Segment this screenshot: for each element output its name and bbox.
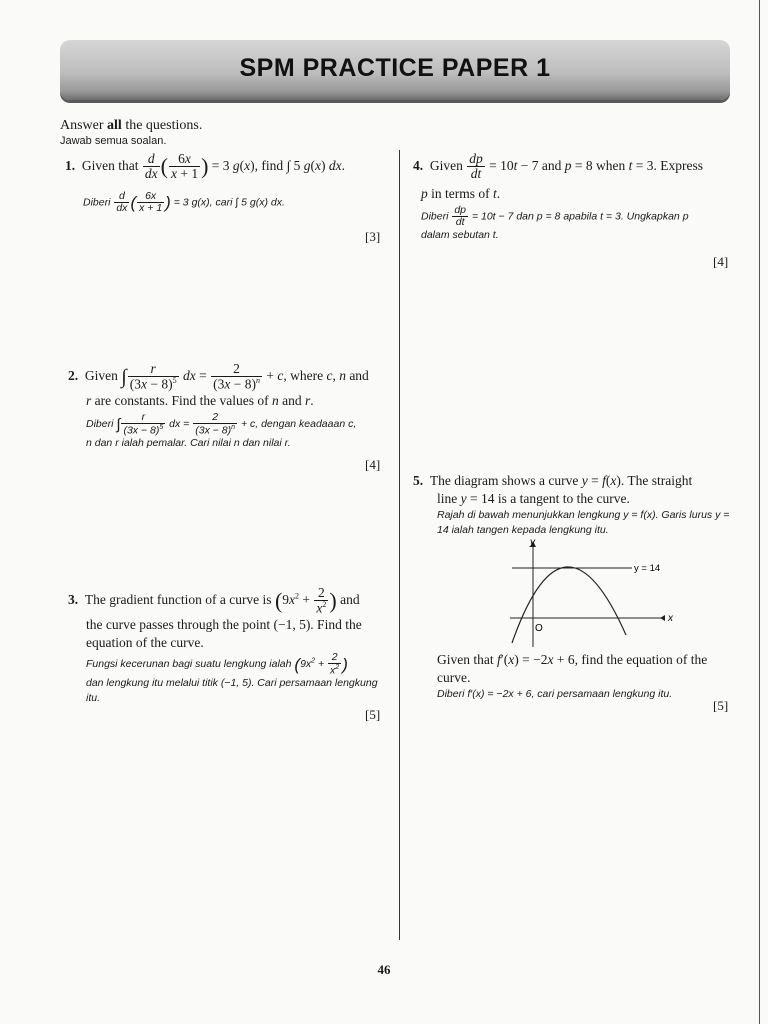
column-divider — [399, 150, 400, 940]
instructions — [60, 118, 202, 147]
question-1-en: 1. Given that $\frac{d}{dx}$ ( $\frac{6x}{x + 1}$ ) = 3 g(x), find ∫ 5 g(x) dx. — [65, 151, 345, 182]
x-axis-label: x — [668, 613, 673, 624]
curve-path — [512, 567, 626, 643]
page-title: SPM PRACTICE PAPER 1 — [239, 54, 551, 82]
page-edge — [759, 0, 760, 1024]
question-5-marks: [5] — [713, 698, 729, 713]
question-3-marks: [5] — [365, 707, 381, 722]
question-2-my: Diberi ∫ $\frac{r}{(3x - 8)^5}$ dx = $\frac{2}{(3x - 8)^n}$ + c, dengan keadaaan c, n dan r ialah pemalar. Cari nilai n dan nilai r. — [86, 410, 357, 450]
question-2-en: 2. Given ∫ $\frac{r}{(3x - 8)^5}$ dx = $\frac{2}{(3x - 8)^n}$ + c, where c, n and r are constants. Find the values of n and r. — [68, 361, 369, 408]
question-1-marks: [3] — [365, 229, 381, 244]
curve-diagram — [500, 535, 680, 650]
question-5-part-2 — [437, 651, 742, 702]
question-1-number: 1. — [65, 157, 76, 173]
question-2 — [68, 362, 388, 451]
question-4 — [413, 152, 733, 243]
question-2-marks: [4] — [365, 457, 381, 472]
tangent-label: y = 14 — [634, 563, 661, 574]
instructions-en: Answer all the questions. — [60, 118, 203, 133]
question-1 — [65, 152, 385, 214]
question-5 — [413, 472, 738, 538]
question-4-en: 4. Given $\frac{dp}{dt}$ = 10t − 7 and p = 8 when t = 3. Express p in terms of t. — [413, 151, 703, 202]
question-5-my-2: Diberi f′(x) = −2x + 6, cari persamaan lengkung itu. — [437, 688, 673, 700]
question-4-number: 4. — [413, 157, 424, 173]
question-3-number: 3. — [68, 592, 79, 608]
question-5-en: 5. The diagram shows a curve y = f(x). The straight line y = 14 is a tangent to the curve. — [413, 473, 693, 506]
question-3 — [68, 586, 388, 706]
question-5-number: 5. — [413, 473, 424, 488]
instructions-my: Jawab semua soalan. — [60, 135, 167, 147]
question-1-my: Diberi $\frac{d}{dx}$ ( $\frac{6x}{x + 1}$ ) = 3 g(x), cari ∫ 5 g(x) dx. — [83, 190, 285, 215]
title-banner — [60, 40, 730, 100]
question-2-number: 2. — [68, 368, 79, 384]
origin-label: O — [535, 623, 543, 634]
question-3-en: 3. The gradient function of a curve is ($9x^2$ + $\frac{2}{x^2}$ ) and the curve passes through the point (−1, 5). Find the equation of the curve. — [68, 585, 362, 650]
y-axis-label: y — [530, 537, 535, 548]
question-3-my: Fungsi kecerunan bagi suatu lengkung ialah ($9x^2$ + $\frac{2}{x^2}$ ) dan lengkung itu melalui titik (−1, 5). Cari persamaan lengkung itu. — [86, 650, 378, 705]
question-4-my: Diberi $\frac{dp}{dt}$ = 10t − 7 dan p = 8 apabila t = 3. Ungkapkan p dalam sebutan t. — [421, 204, 689, 242]
question-4-marks: [4] — [713, 254, 729, 269]
question-5-my: Rajah di bawah menunjukkan lengkung y = f(x). Garis lurus y = 14 ialah tangen kepada lengkung itu. — [437, 509, 730, 536]
question-5-en-2: Given that f′(x) = −2x + 6, find the equation of the curve. — [437, 652, 708, 685]
page-number: 46 — [377, 962, 391, 977]
x-axis-arrow — [660, 615, 665, 621]
